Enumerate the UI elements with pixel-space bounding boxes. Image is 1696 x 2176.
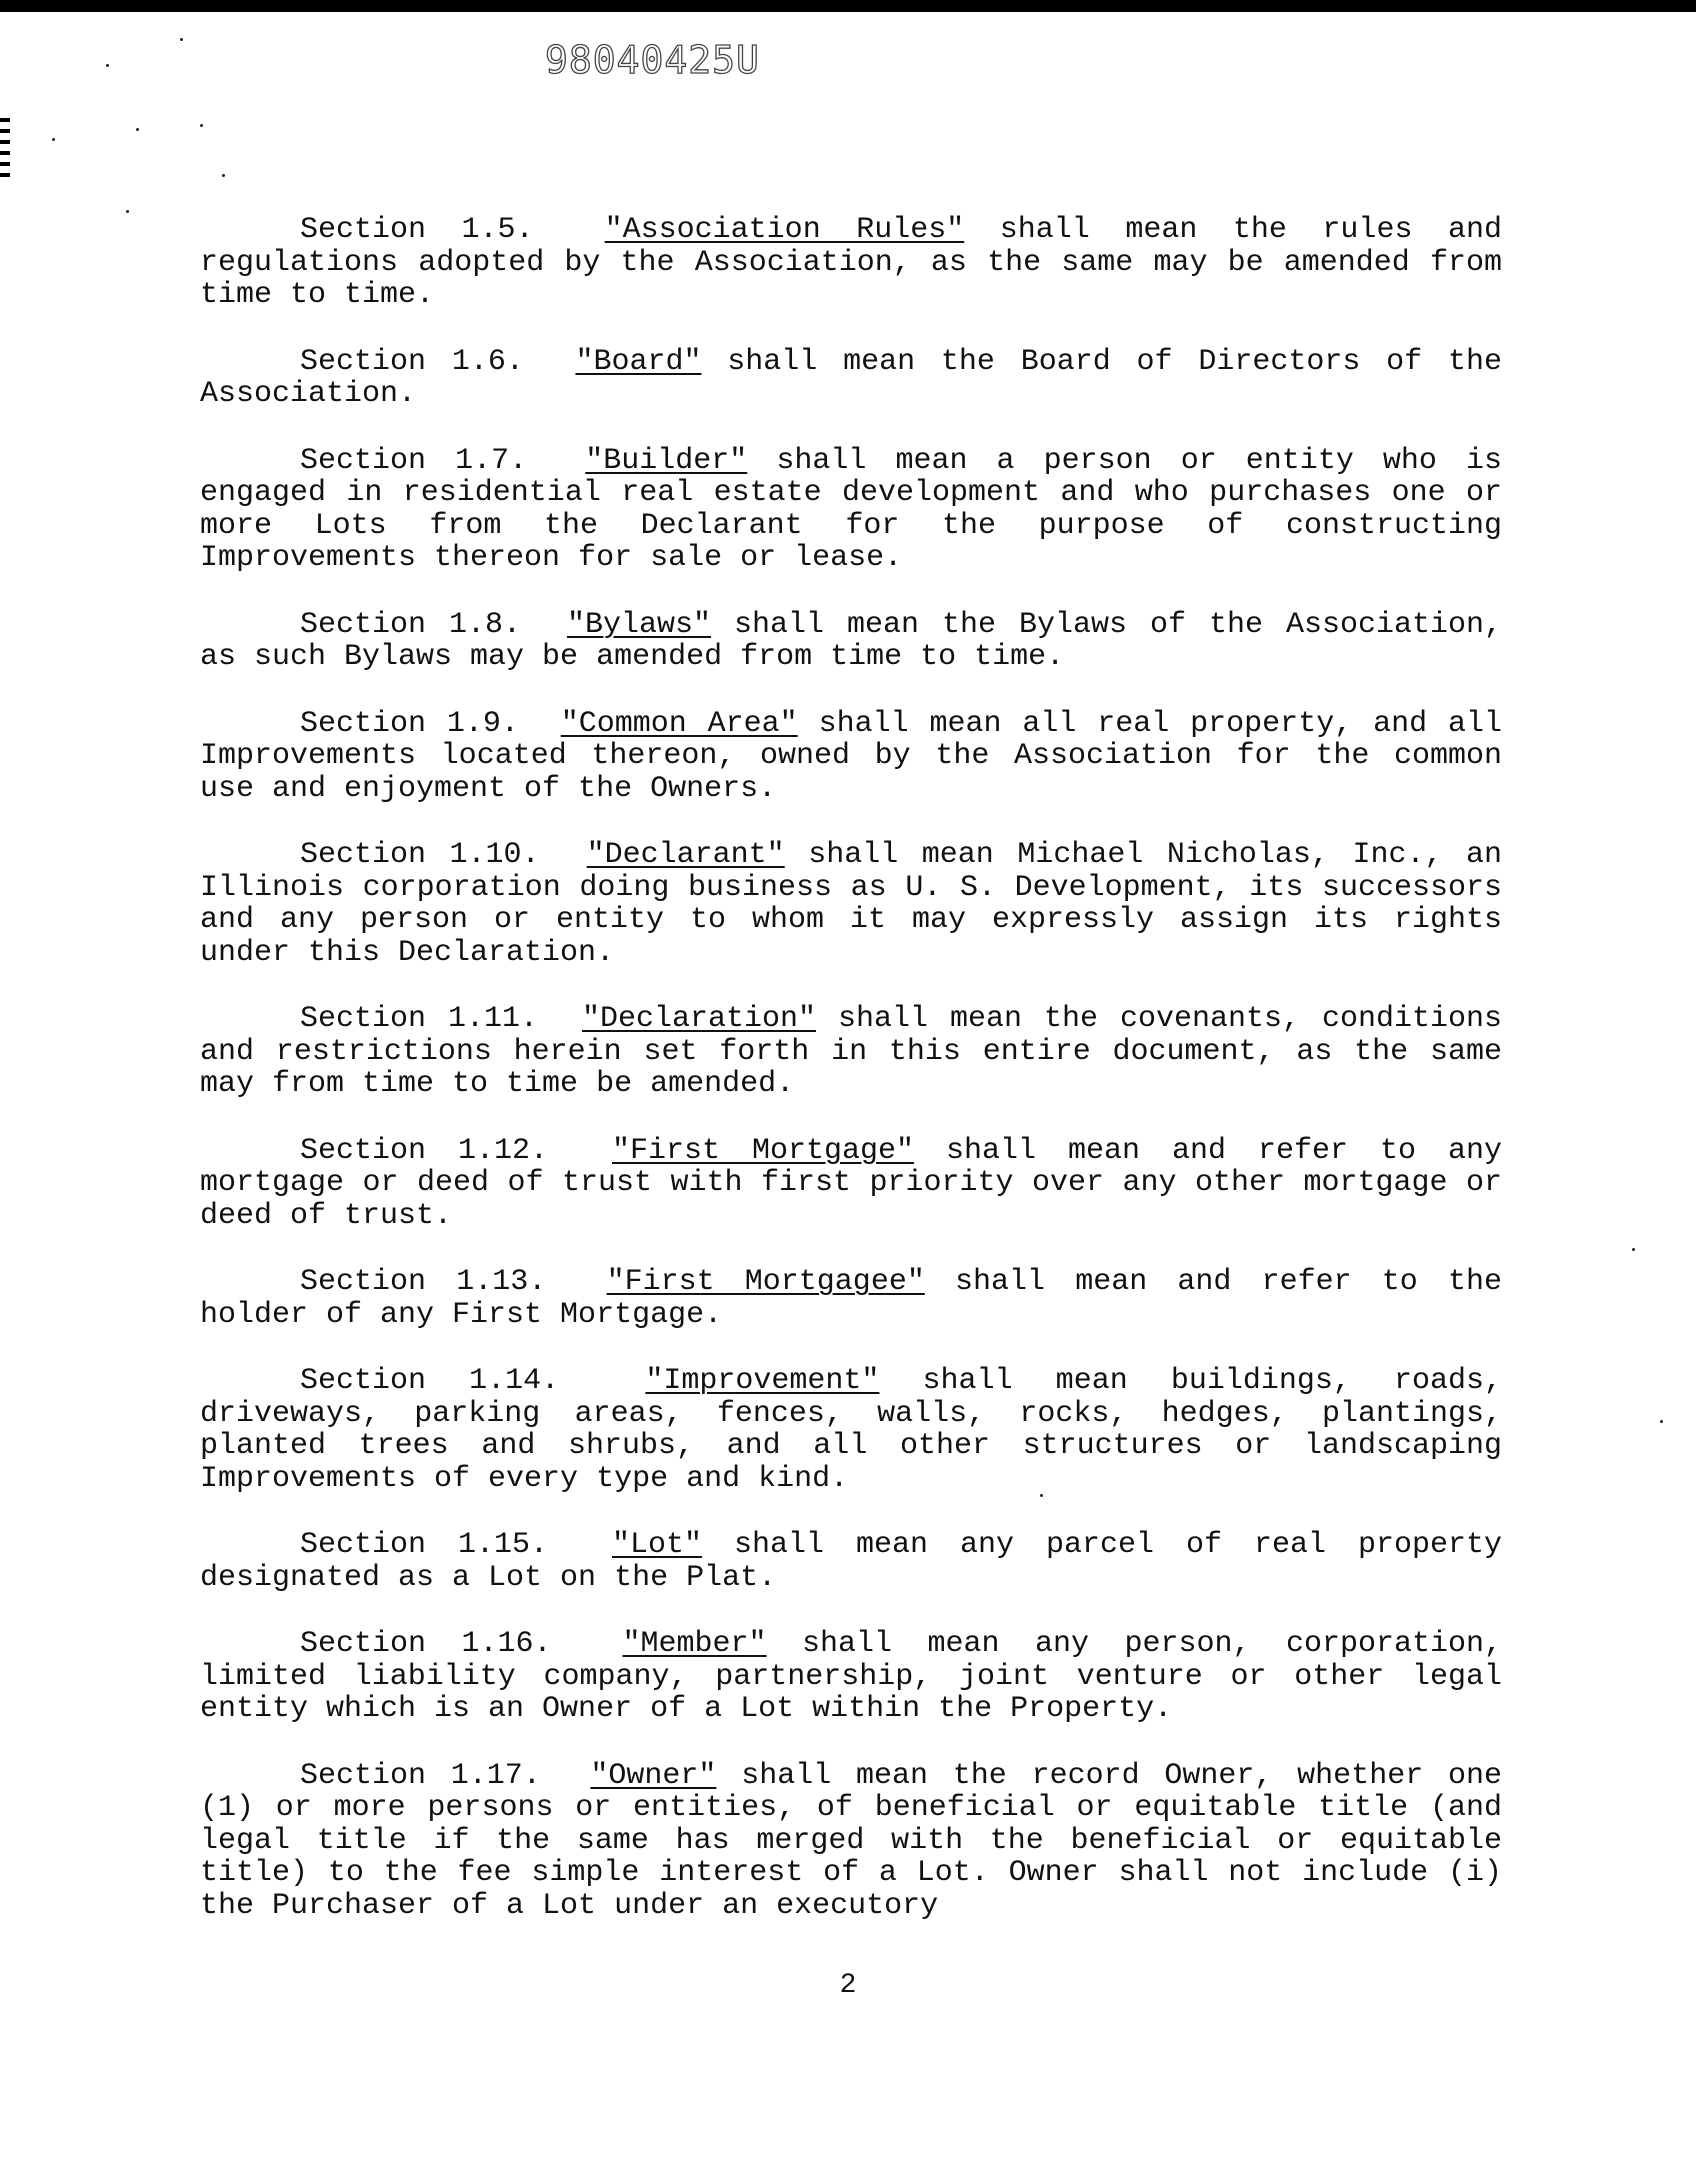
- section-1-10: [200, 839, 1502, 969]
- scan-speck: [180, 38, 183, 41]
- page-number: 2: [839, 1970, 857, 2001]
- section-1-14: [200, 1365, 1502, 1495]
- section-text: shall mean all real property, and all Improvements located thereon, owned by the Association for the common use and enjoyment of the Owners.: [200, 706, 1502, 806]
- defined-term: "First Mortgagee": [606, 1265, 925, 1299]
- document-body: [200, 214, 1502, 1956]
- section-text: shall mean any person, corporation, limited liability company, partnership, joint venture or other legal entity which is an Owner of a Lot within the Property.: [200, 1627, 1502, 1726]
- defined-term: "Association Rules": [604, 213, 965, 247]
- defined-term: "Builder": [585, 443, 748, 478]
- section-text: shall mean the record Owner, whether one (1) or more persons or entities, of beneficial or equitable title (and legal title if the same has merged with the beneficial or equitable title) to the fee simple interest of a Lot. Owner shall not include (i) the Purchaser of a Lot under an executory: [200, 1758, 1502, 1923]
- defined-term: "Lot": [612, 1528, 703, 1562]
- section-1-9: [200, 708, 1502, 806]
- scan-speck: [52, 138, 55, 141]
- section-number: Section 1.17.: [300, 1758, 541, 1793]
- section-text: shall mean and refer to any mortgage or deed of trust with first priority over any other mortgage or deed of trust.: [200, 1133, 1502, 1233]
- scan-speck: [106, 64, 109, 67]
- section-1-16: [200, 1628, 1502, 1726]
- section-number: Section 1.7.: [300, 443, 528, 478]
- section-number: Section 1.16.: [300, 1627, 552, 1661]
- section-text: shall mean any parcel of real property designated as a Lot on the Plat.: [200, 1528, 1502, 1595]
- section-number: Section 1.11.: [300, 1002, 539, 1036]
- defined-term: "Declarant": [586, 838, 785, 872]
- section-number: Section 1.12.: [300, 1133, 549, 1168]
- section-number: Section 1.6.: [300, 344, 524, 379]
- scan-speck: [136, 128, 139, 131]
- section-1-11: [200, 1003, 1502, 1101]
- section-1-8: [200, 609, 1502, 674]
- scan-speck: [200, 124, 203, 127]
- section-1-17: [200, 1760, 1502, 1923]
- scan-left-edge-marks: [0, 118, 10, 190]
- section-text: shall mean a person or entity who is engaged in residential real estate development and who purchases one or more Lots from the Declarant for the purpose of constructing Improvements thereon for sale or lease.: [200, 443, 1502, 575]
- scan-speck: [1632, 1248, 1635, 1251]
- section-text: shall mean the rules and regulations adopted by the Association, as the same may be amended from time to time.: [200, 213, 1502, 312]
- scan-speck: [126, 210, 129, 213]
- scan-speck: [222, 174, 225, 177]
- defined-term: "Declaration": [581, 1002, 817, 1036]
- section-number: Section 1.8.: [300, 607, 522, 642]
- section-text: shall mean buildings, roads, driveways, parking areas, fences, walls, rocks, hedges, plantings, planted trees and shrubs, and all other structures or landscaping Improvements of every type and kind.: [200, 1364, 1502, 1496]
- section-text: shall mean the covenants, conditions and restrictions herein set forth in this entire document, as the same may from time to time be amended.: [200, 1002, 1502, 1101]
- section-number: Section 1.9.: [300, 706, 519, 741]
- section-number: Section 1.14.: [300, 1364, 560, 1398]
- section-1-5: [200, 214, 1502, 312]
- section-text: shall mean the Bylaws of the Association, as such Bylaws may be amended from time to time.: [200, 607, 1502, 674]
- defined-term: "First Mortgage": [612, 1133, 915, 1168]
- defined-term: "Board": [575, 344, 702, 379]
- section-1-6: [200, 346, 1502, 411]
- section-text: shall mean the Board of Directors of the Association.: [200, 344, 1502, 411]
- section-number: Section 1.5.: [300, 213, 534, 247]
- defined-term: "Common Area": [560, 706, 798, 741]
- section-text: shall mean and refer to the holder of any First Mortgage.: [200, 1265, 1502, 1332]
- document-stamp-number: 98040425U: [545, 38, 760, 82]
- section-1-7: [200, 445, 1502, 575]
- defined-term: "Owner": [590, 1758, 717, 1793]
- section-1-15: [200, 1529, 1502, 1594]
- scan-speck: [1660, 1420, 1663, 1423]
- section-number: Section 1.15.: [300, 1528, 549, 1562]
- section-text: shall mean Michael Nicholas, Inc., an Illinois corporation doing business as U. S. Development, its successors and any person or entity to whom it may expressly assign its rights under this Declaration.: [200, 838, 1502, 970]
- defined-term: "Member": [622, 1627, 767, 1661]
- scan-top-border: [0, 0, 1696, 12]
- section-1-12: [200, 1135, 1502, 1233]
- section-number: Section 1.10.: [300, 838, 540, 872]
- section-number: Section 1.13.: [300, 1265, 547, 1299]
- defined-term: "Improvement": [645, 1364, 880, 1398]
- defined-term: "Bylaws": [566, 607, 712, 642]
- section-1-13: [200, 1266, 1502, 1331]
